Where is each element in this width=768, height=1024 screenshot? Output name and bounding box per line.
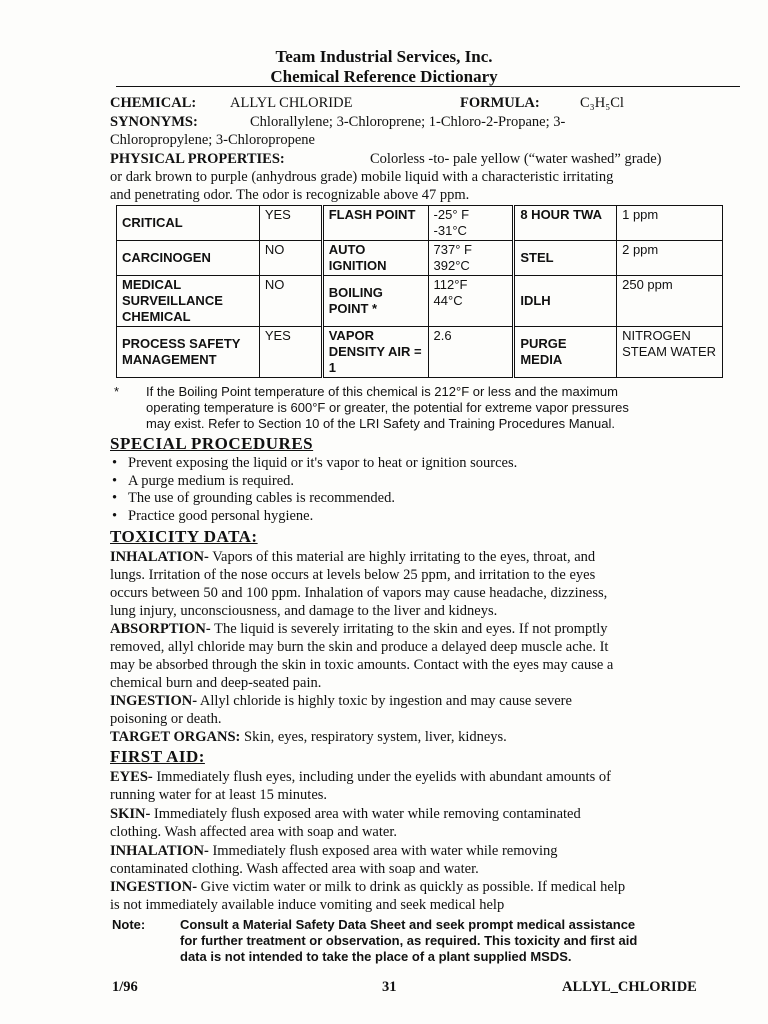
properties-table <box>116 205 723 378</box>
tox-inhalation-4: lung injury, unconsciousness, and damage to the liver and kidneys. <box>110 603 498 619</box>
synonyms-value-1: Chlorallylene; 3-Chloroprene; 1-Chloro-2-Propane; 3- <box>250 114 566 130</box>
tox-target-organs: TARGET ORGANS: Skin, eyes, respiratory system, liver, kidneys. <box>110 729 507 745</box>
physical-value-2: or dark brown to purple (anhydrous grade) mobile liquid with a characteristic irritating <box>110 169 614 185</box>
note-line-3: data is not intended to take the place of a plant supplied MSDS. <box>180 949 572 964</box>
fa-eyes-2: running water for at least 15 minutes. <box>110 787 328 803</box>
tox-ingestion-2: poisoning or death. <box>110 711 222 727</box>
fa-eyes-1: EYES- Immediately flush eyes, including under the eyelids with abundant amounts of <box>110 769 611 785</box>
fa-skin-1: SKIN- Immediately flush exposed area with water while removing contaminated <box>110 806 581 822</box>
prop-value: -25° F -31°C <box>428 206 514 241</box>
chemical-line <box>110 94 624 112</box>
note-label: Note: <box>112 917 146 932</box>
prop-value: 1 ppm <box>617 206 723 241</box>
footer-chemical-name: ALLYL_CHLORIDE <box>562 979 697 995</box>
prop-value: 2.6 <box>428 327 514 378</box>
prop-value: 2 ppm <box>617 241 723 276</box>
header-rule <box>116 86 740 87</box>
synonyms-line <box>110 113 566 131</box>
table-row <box>117 206 723 241</box>
prop-label: STEL <box>514 241 617 276</box>
footnote-line-3: may exist. Refer to Section 10 of the LRI Safety and Training Procedures Manual. <box>146 416 615 431</box>
special-procedures-heading: SPECIAL PROCEDURES <box>110 434 314 453</box>
special-procedures-list <box>110 455 517 525</box>
tox-inhalation-2: lungs. Irritation of the nose occurs at levels below 25 ppm, and irritation to the eyes <box>110 567 596 583</box>
note-line-2: for further treatment or observation, as required. This toxicity and first aid <box>180 933 638 948</box>
prop-label: BOILING POINT * <box>322 276 428 327</box>
company-name: Team Industrial Services, Inc. <box>275 47 493 66</box>
prop-label: PROCESS SAFETY MANAGEMENT <box>117 327 260 378</box>
physical-label: PHYSICAL PROPERTIES: <box>110 151 285 167</box>
document-title: Chemical Reference Dictionary <box>270 67 498 86</box>
prop-value: YES <box>259 206 322 241</box>
tox-absorption-4: chemical burn and deep-seated pain. <box>110 675 322 691</box>
first-aid-heading: FIRST AID: <box>110 747 205 766</box>
prop-value: NO <box>259 276 322 327</box>
fa-ingestion-2: is not immediately available induce vomiting and seek medical help <box>110 897 505 913</box>
list-item: • The use of grounding cables is recommended. <box>110 490 517 508</box>
table-row <box>117 327 723 378</box>
tox-inhalation-1: INHALATION- Vapors of this material are highly irritating to the eyes, throat, and <box>110 549 596 565</box>
list-item: • Practice good personal hygiene. <box>110 508 517 526</box>
footnote-line-2: operating temperature is 600°F or greater, the potential for extreme vapor pressures <box>146 400 629 415</box>
footer-page-number: 31 <box>382 979 397 995</box>
prop-value: NO <box>259 241 322 276</box>
fa-ingestion-1: INGESTION- Give victim water or milk to drink as quickly as possible. If medical help <box>110 879 626 895</box>
physical-value-3: and penetrating odor. The odor is recognizable above 47 ppm. <box>110 187 470 203</box>
physical-line-1 <box>110 150 662 168</box>
prop-value: 737° F 392°C <box>428 241 514 276</box>
prop-label: IDLH <box>514 276 617 327</box>
fa-skin-2: clothing. Wash affected area with soap and water. <box>110 824 397 840</box>
fa-inhalation-2: contaminated clothing. Wash affected area with soap and water. <box>110 861 479 877</box>
prop-value: 250 ppm <box>617 276 723 327</box>
list-item: • Prevent exposing the liquid or it's vapor to heat or ignition sources. <box>110 455 517 473</box>
footnote-star: * <box>114 384 120 399</box>
prop-label: VAPOR DENSITY AIR = 1 <box>322 327 428 378</box>
table-row <box>117 276 723 327</box>
tox-ingestion-1: INGESTION- Allyl chloride is highly toxic by ingestion and may cause severe <box>110 693 572 709</box>
prop-label: FLASH POINT <box>322 206 428 241</box>
prop-label: PURGE MEDIA <box>514 327 617 378</box>
tox-absorption-1: ABSORPTION- The liquid is severely irritating to the skin and eyes. If not promptly <box>110 621 608 637</box>
tox-inhalation-3: occurs between 50 and 100 ppm. Inhalation of vapors may cause headache, dizziness, <box>110 585 608 601</box>
formula-label: FORMULA: <box>460 95 540 111</box>
formula-value: C₃H₅Cl <box>580 95 624 111</box>
prop-value: NITROGEN STEAM WATER <box>617 327 723 378</box>
prop-label: CRITICAL <box>117 206 260 241</box>
toxicity-heading: TOXICITY DATA: <box>110 527 258 546</box>
prop-label: CARCINOGEN <box>117 241 260 276</box>
tox-absorption-2: removed, allyl chloride may burn the skin and produce a delayed deep muscle ache. It <box>110 639 609 655</box>
fa-inhalation-1: INHALATION- Immediately flush exposed area with water while removing <box>110 843 558 859</box>
footnote-line-1: If the Boiling Point temperature of this chemical is 212°F or less and the maximum <box>146 384 618 399</box>
table-row <box>117 241 723 276</box>
note-line-1: Consult a Material Safety Data Sheet and seek prompt medical assistance <box>180 917 636 932</box>
tox-absorption-3: may be absorbed through the skin in toxic amounts. Contact with the eyes may cause a <box>110 657 614 673</box>
chemical-value: ALLYL CHLORIDE <box>230 95 353 111</box>
list-item: • A purge medium is required. <box>110 473 517 491</box>
synonyms-label: SYNONYMS: <box>110 114 198 130</box>
synonyms-value-2: Chloropropylene; 3-Chloropropene <box>110 132 315 148</box>
prop-value: YES <box>259 327 322 378</box>
prop-label: 8 HOUR TWA <box>514 206 617 241</box>
chemical-label: CHEMICAL: <box>110 95 197 111</box>
prop-label: MEDICAL SURVEILLANCE CHEMICAL <box>117 276 260 327</box>
footer-date: 1/96 <box>112 979 138 995</box>
prop-value: 112°F 44°C <box>428 276 514 327</box>
prop-label: AUTO IGNITION <box>322 241 428 276</box>
physical-value-1: Colorless -to- pale yellow (“water washed” grade) <box>370 151 662 167</box>
